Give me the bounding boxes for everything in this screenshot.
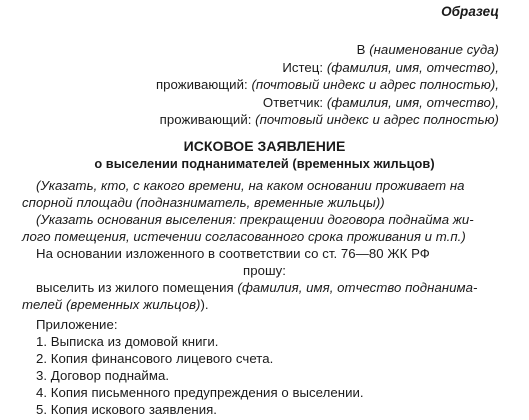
body-p2-line2: лого помещения, истечении согласованного срока проживания и т.п.) [22, 229, 466, 244]
attachment-item: 3. Договор поднайма. [36, 368, 170, 383]
plaintiff-prefix: Истец: [282, 60, 327, 75]
attachment-item: 5. Копия искового заявления. [36, 402, 218, 417]
body-p4-line2-italic: телей (временных жильцов) [22, 297, 201, 312]
defendant-residing-line [160, 112, 499, 128]
attachment-item: 2. Копия финансового лицевого счета. [36, 351, 274, 366]
body-p1-line1: (Указать, кто, с какого времени, на каком основании проживает на [36, 178, 465, 193]
body-p4-line2-plain: ). [200, 297, 209, 312]
document-title: ИСКОВОЕ ЗАЯВЛЕНИЕ [183, 138, 346, 154]
court-line [357, 42, 499, 58]
defendant-value: (фамилия, имя, отчество), [326, 95, 499, 110]
attachment-item: 4. Копия письменного предупреждения о выселении. [36, 385, 364, 400]
plaintiff-residing-line [156, 77, 499, 93]
plaintiff-line [282, 60, 499, 76]
plaintiff-residing-value: (почтовый индекс и адрес полностью), [251, 77, 499, 92]
body-p4-line1 [36, 280, 477, 296]
court-prefix: В [356, 42, 370, 57]
body-p1-line2: спорной площади (подназниматель, временные жильцы)) [22, 195, 385, 210]
defendant-residing-prefix: проживающий: [159, 112, 256, 127]
body-p4-line2 [22, 297, 209, 313]
plaintiff-value: (фамилия, имя, отчество), [326, 60, 499, 75]
plaintiff-residing-prefix: проживающий: [155, 77, 252, 92]
defendant-prefix: Ответчик: [262, 95, 327, 110]
body-p3: На основании изложенного в соответствии со ст. 76—80 ЖК РФ [36, 246, 430, 261]
body-p4-line1-plain: выселить из жилого помещения [36, 280, 238, 295]
attachment-item: 1. Выписка из домовой книги. [36, 334, 219, 349]
body-p2-line1: (Указать основания выселения: прекращении договора поднайма жи- [36, 212, 474, 227]
body-prosit: прошу: [243, 263, 286, 278]
defendant-line [263, 95, 499, 111]
document-subtitle: о выселении поднанимателей (временных жильцов) [94, 156, 435, 171]
body-p4-line1-italic: (фамилия, имя, отчество поднанима- [237, 280, 478, 295]
sample-label: Образец [441, 4, 499, 19]
court-value: (наименование суда) [369, 42, 499, 57]
defendant-residing-value: (почтовый индекс и адрес полностью) [255, 112, 499, 127]
attachments-heading: Приложение: [36, 317, 118, 332]
